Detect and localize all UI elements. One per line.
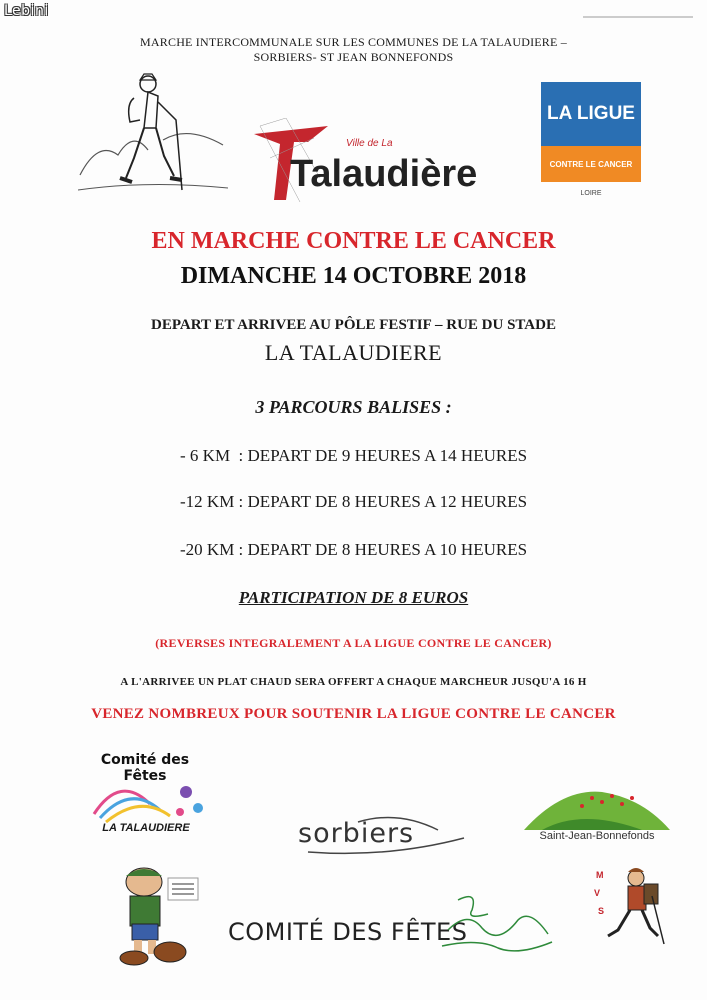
departure-town: LA TALAUDIERE [264,340,443,365]
hiker2-letter: S [598,906,605,916]
event-title: EN MARCHE CONTRE LE CANCER [151,228,556,254]
meal-note: A L'ARRIVEE UN PLAT CHAUD SERA OFFERT A CHAQUE MARCHEUR JUSQU'A 16 H [120,676,587,688]
ligue-main-text: LA LIGUE [541,82,641,146]
hiker-logo [592,866,670,946]
mascot-illustration [112,866,202,966]
hiker-illustration [78,70,228,200]
scan-mark [583,16,693,18]
hiker2-letter: M [596,870,604,880]
event-date: DIMANCHE 14 OCTOBRE 2018 [180,263,527,289]
routes-title: 3 PARCOURS BALISES : [255,397,452,417]
ligue-logo [541,82,641,182]
watermark: Lebini [4,3,49,19]
sorbiers-logo [298,814,468,856]
hiker2-letter: V [594,888,601,898]
script-logo [438,890,558,960]
comite-town-text: LA TALAUDIERE [102,822,190,834]
comite-swirl-icon [90,774,210,824]
comite-title-text: Comité des Fêtes [100,752,190,784]
ligue-sub-text: CONTRE LE CANCER [541,146,641,182]
call-to-action: VENEZ NOMBREUX POUR SOUTENIR LA LIGUE CONTRE LE CANCER [91,706,616,722]
organizer-line-1: MARCHE INTERCOMMUNALE SUR LES COMMUNES DE LA TALAUDIERE – [140,35,567,49]
ligue-region-text: LOIRE [580,190,602,197]
sorbiers-arc-icon [298,814,468,856]
fee-note: (REVERSES INTEGRALEMENT A LA LIGUE CONTRE LE CANCER) [155,636,552,650]
organizer-line-2: SORBIERS- ST JEAN BONNEFONDS [253,50,454,64]
talaudiere-logo [250,118,510,208]
route-item: -20 KM : DEPART DE 8 HEURES A 10 HEURES [180,540,528,559]
comite-des-fetes-text-logo: COMITÉ DES FÊTES [228,918,468,946]
route-item: - 6 KM : DEPART DE 9 HEURES A 14 HEURES [180,446,528,465]
sorbiers-text: sorbiers [298,818,415,849]
participation-fee: PARTICIPATION DE 8 EUROS [238,588,469,607]
talaudiere-name-text: Talaudière [290,153,478,195]
sjb-text: Saint-Jean-Bonnefonds [539,830,655,842]
route-item: -12 KM : DEPART DE 8 HEURES A 12 HEURES [180,492,528,511]
departure-location: DEPART ET ARRIVEE AU PÔLE FESTIF – RUE DU STADE [151,317,556,333]
talaudiere-small-text: Ville de La [346,138,393,149]
